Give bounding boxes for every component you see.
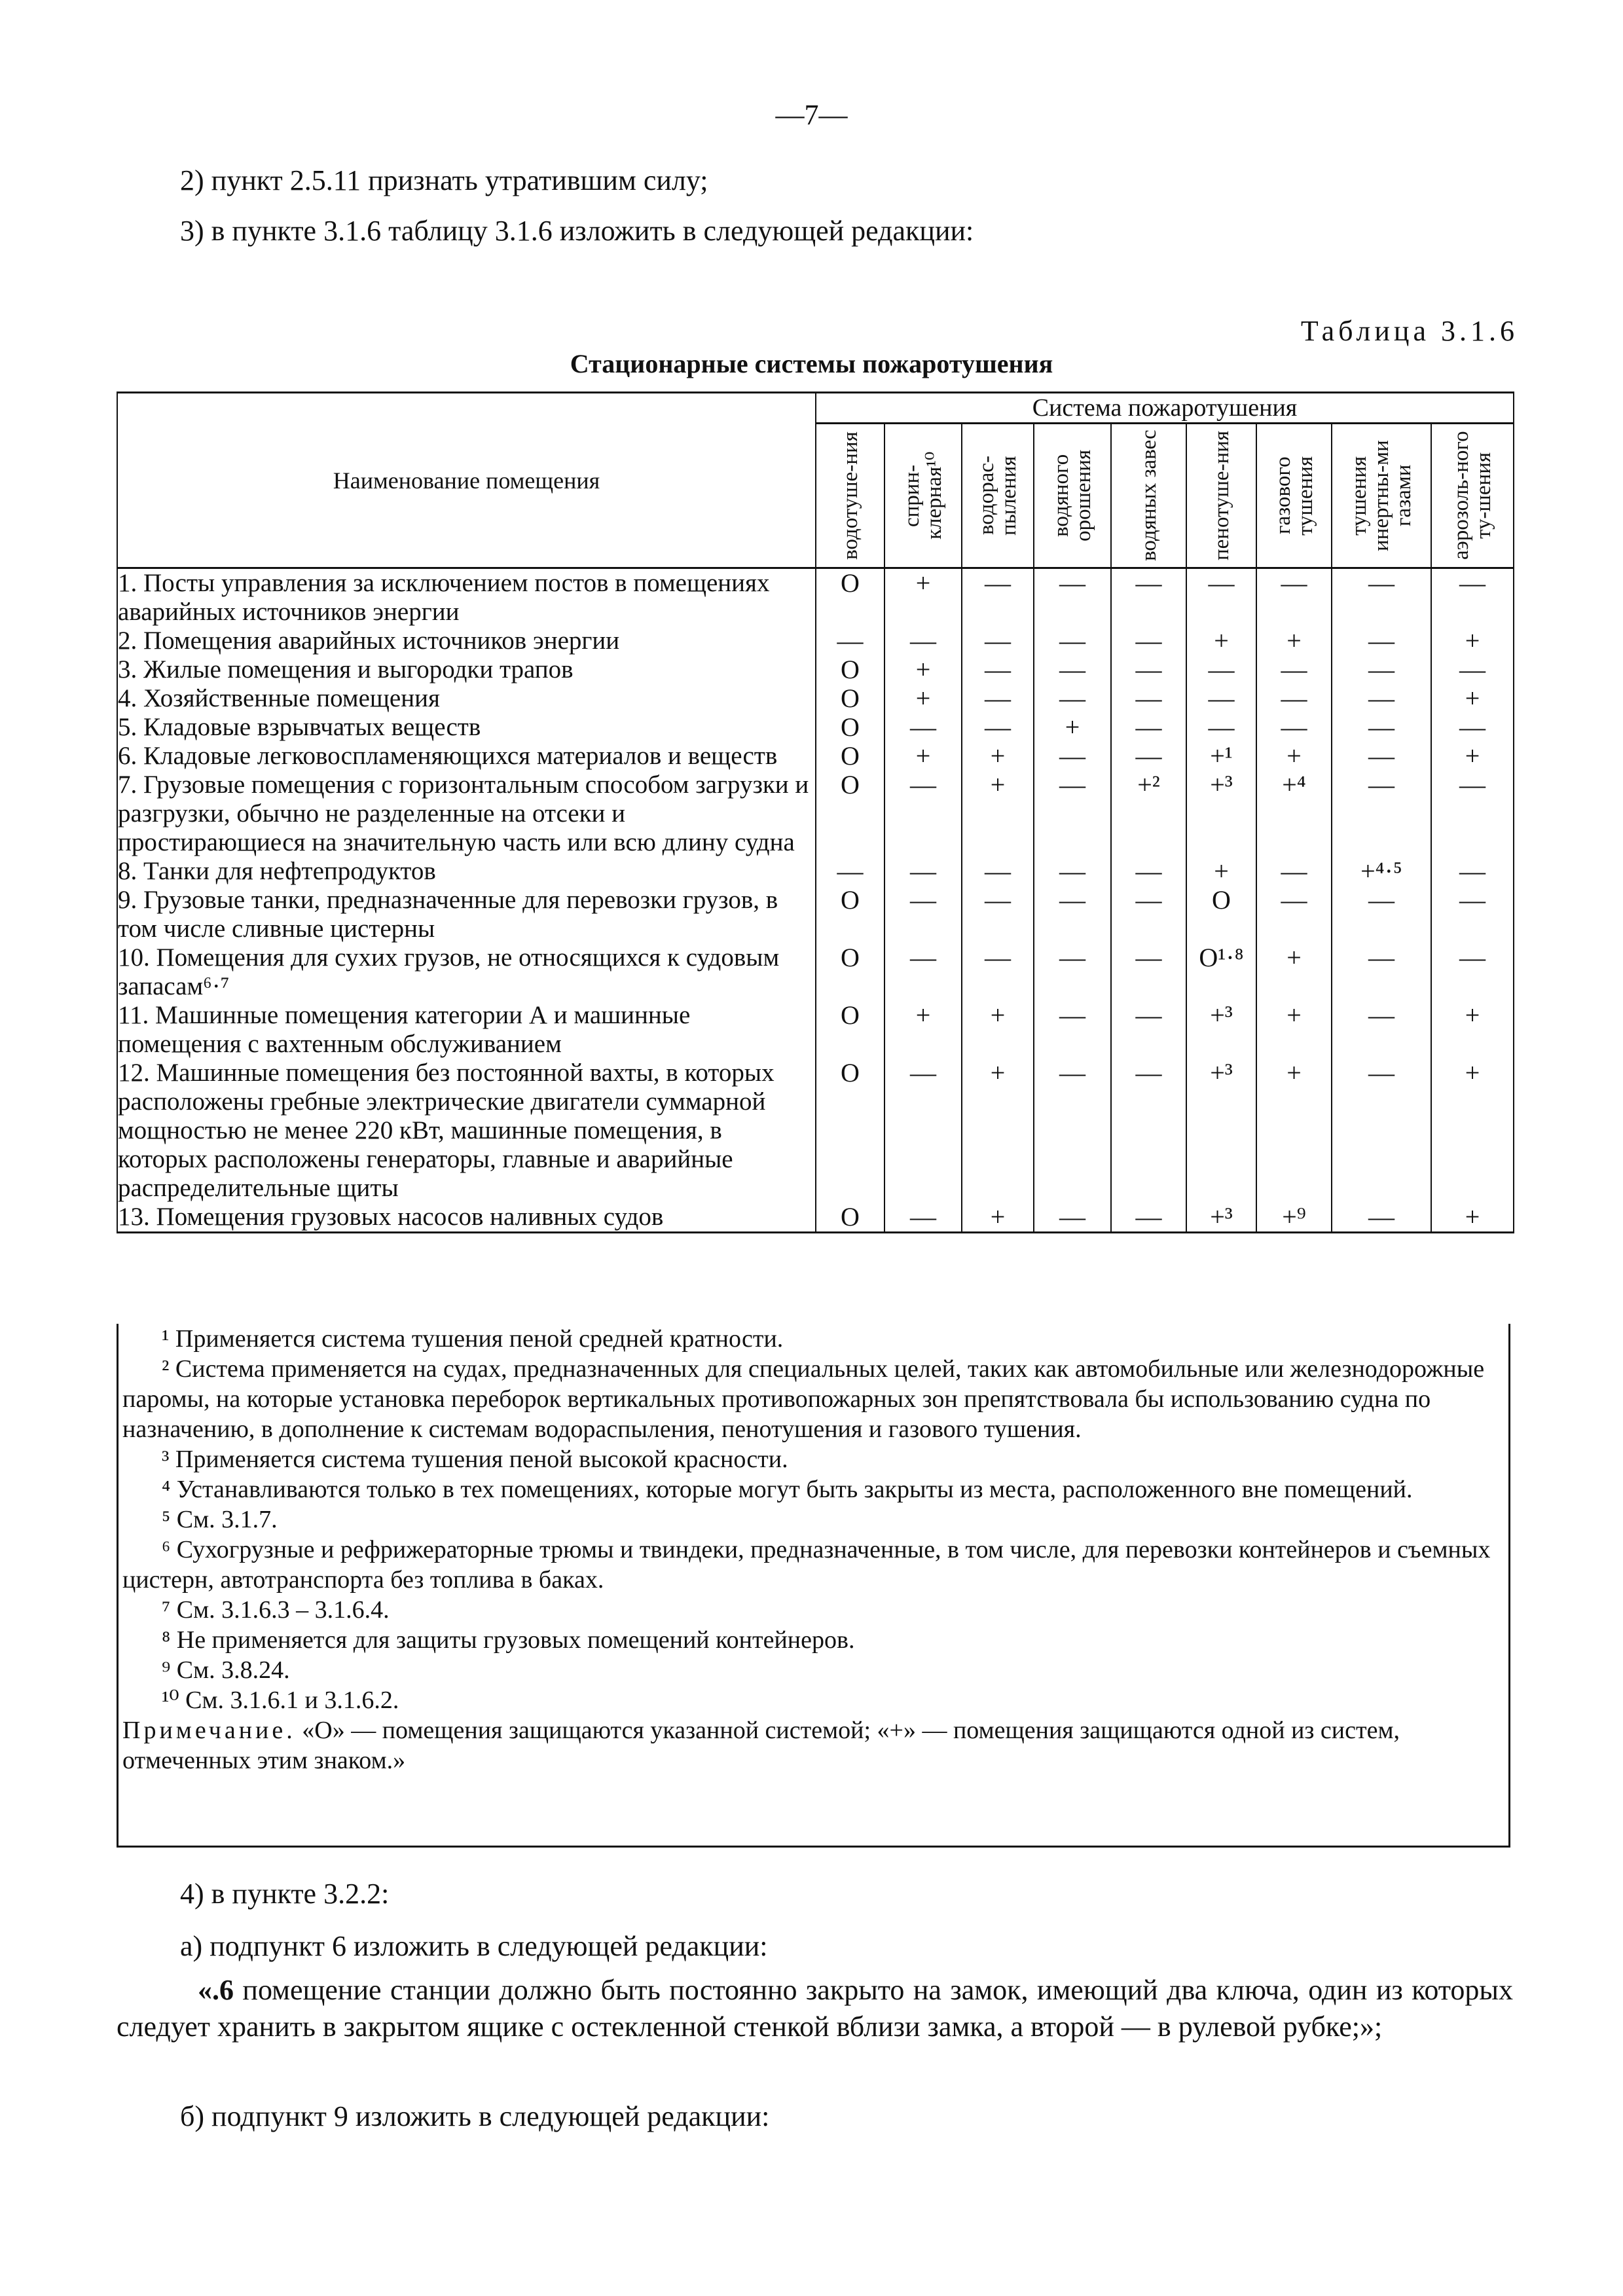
system-value-cell: + bbox=[884, 742, 962, 771]
system-value-cell: — bbox=[962, 655, 1034, 684]
system-value-cell: + bbox=[1186, 627, 1256, 655]
column-header-system bbox=[1332, 424, 1431, 568]
system-value-cell: О bbox=[816, 568, 884, 627]
system-value-cell: + bbox=[1256, 943, 1332, 1001]
system-value-cell: — bbox=[1034, 857, 1111, 886]
system-value-cell: О bbox=[816, 742, 884, 771]
column-header-system bbox=[962, 424, 1034, 568]
table-row bbox=[117, 684, 1514, 713]
system-value-cell: — bbox=[1034, 684, 1111, 713]
system-value-cell: — bbox=[1256, 857, 1332, 886]
system-value-cell: — bbox=[884, 627, 962, 655]
table-row bbox=[117, 857, 1514, 886]
system-value-cell: + bbox=[1431, 684, 1514, 713]
sub-item-b: б) подпункт 9 изложить в следующей редакции: bbox=[180, 2100, 770, 2132]
table-title: Стационарные системы пожаротушения bbox=[570, 349, 1053, 378]
system-value-cell: + bbox=[962, 1059, 1034, 1203]
system-value-cell: — bbox=[1034, 886, 1111, 943]
table-row bbox=[117, 627, 1514, 655]
footnote: ⁶ Сухогрузные и рефрижераторные трюмы и твиндеки, предназначенные, в том числе, для перевозки контейнеров и съемных цистерн, автотранспорта без топлива в баках. bbox=[122, 1536, 1491, 1594]
table-row bbox=[117, 742, 1514, 771]
system-value-cell: — bbox=[962, 684, 1034, 713]
room-name-cell: 12. Машинные помещения без постоянной вахты, в которых расположены гребные электрические двигатели суммарной мощностью не менее 220 кВт, машинные помещения, в которых расположены генераторы, главные и аварийные распределительные щиты bbox=[117, 1059, 816, 1203]
system-value-cell: + bbox=[962, 1001, 1034, 1059]
system-value-cell: — bbox=[884, 1059, 962, 1203]
system-value-cell: +⁴ bbox=[1256, 771, 1332, 857]
system-value-cell: +³ bbox=[1186, 1001, 1256, 1059]
system-value-cell: + bbox=[884, 1001, 962, 1059]
footnote: ¹⁰ См. 3.1.6.1 и 3.1.6.2. bbox=[162, 1686, 399, 1714]
system-value-cell: — bbox=[1111, 1203, 1186, 1233]
system-value-cell: — bbox=[816, 857, 884, 886]
system-value-cell: — bbox=[1186, 713, 1256, 742]
system-value-cell: — bbox=[1332, 1059, 1431, 1203]
table-row bbox=[117, 713, 1514, 742]
system-value-cell: — bbox=[1034, 1059, 1111, 1203]
column-header-system-label: водяного орошения bbox=[1049, 449, 1095, 542]
system-value-cell: +⁹ bbox=[1256, 1203, 1332, 1233]
system-value-cell: О bbox=[816, 1001, 884, 1059]
system-value-cell: — bbox=[1256, 568, 1332, 627]
system-value-cell: — bbox=[1111, 684, 1186, 713]
system-value-cell: +³ bbox=[1186, 771, 1256, 857]
note-text: «О» — помещения защищаются указанной системой; «+» — помещения защищаются одной из систем, отмеченных этим знаком.» bbox=[122, 1717, 1400, 1774]
system-value-cell: +³ bbox=[1186, 1059, 1256, 1203]
system-value-cell: — bbox=[1034, 742, 1111, 771]
system-value-cell: + bbox=[1186, 857, 1256, 886]
system-value-cell: — bbox=[884, 857, 962, 886]
column-header-system-label: сприн-клерная¹⁰ bbox=[900, 451, 946, 540]
intro-item-2: 2) пункт 2.5.11 признать утратившим силу; bbox=[180, 164, 708, 196]
system-value-cell: — bbox=[1431, 713, 1514, 742]
system-value-cell: — bbox=[1186, 568, 1256, 627]
system-value-cell: О bbox=[816, 771, 884, 857]
system-value-cell: О bbox=[816, 713, 884, 742]
table-label: Таблица 3.1.6 bbox=[1300, 315, 1518, 347]
column-header-system bbox=[884, 424, 962, 568]
system-value-cell: + bbox=[1034, 713, 1111, 742]
system-value-cell: — bbox=[884, 1203, 962, 1233]
system-value-cell: — bbox=[816, 627, 884, 655]
system-value-cell: — bbox=[1431, 943, 1514, 1001]
system-value-cell: + bbox=[884, 568, 962, 627]
system-value-cell: — bbox=[884, 886, 962, 943]
column-header-system bbox=[1431, 424, 1514, 568]
system-value-cell: — bbox=[1034, 1203, 1111, 1233]
system-value-cell: — bbox=[1431, 771, 1514, 857]
quote-number: «.6 bbox=[198, 1974, 234, 2006]
system-value-cell: — bbox=[1111, 742, 1186, 771]
system-value-cell: — bbox=[1111, 1001, 1186, 1059]
system-value-cell: — bbox=[1186, 655, 1256, 684]
system-value-cell: + bbox=[1431, 1203, 1514, 1233]
room-name-cell: 8. Танки для нефтепродуктов bbox=[117, 857, 816, 886]
sub-item-a: а) подпункт 6 изложить в следующей редакции: bbox=[180, 1930, 768, 1962]
system-value-cell: О bbox=[816, 1059, 884, 1203]
system-value-cell: О bbox=[816, 655, 884, 684]
room-name-cell: 7. Грузовые помещения с горизонтальным способом загрузки и разгрузки, обычно не разделенные на отсеки и простирающиеся на значительную часть или всю длину судна bbox=[117, 771, 816, 857]
column-header-system bbox=[1034, 424, 1111, 568]
system-value-cell: О bbox=[816, 886, 884, 943]
column-header-system bbox=[1111, 424, 1186, 568]
footnote: ² Система применяется на судах, предназначенных для специальных целей, таких как автомобильные или железнодорожные паромы, на которые установка переборок вертикальных противопожарных зон препятствовала бы использованию судна по назначению, в дополнение к системам водораспыления, пенотушения и газового тушения. bbox=[122, 1355, 1485, 1443]
system-value-cell: + bbox=[1431, 1059, 1514, 1203]
system-value-cell: — bbox=[1332, 568, 1431, 627]
system-value-cell: — bbox=[1111, 568, 1186, 627]
fire-systems-table bbox=[117, 392, 1514, 1233]
system-value-cell: — bbox=[1332, 943, 1431, 1001]
system-value-cell: — bbox=[1332, 886, 1431, 943]
system-value-cell: — bbox=[1332, 1203, 1431, 1233]
room-name-cell: 4. Хозяйственные помещения bbox=[117, 684, 816, 713]
system-value-cell: + bbox=[962, 771, 1034, 857]
column-header-system-label: пенотуше-ния bbox=[1209, 430, 1233, 561]
table-row bbox=[117, 886, 1514, 943]
system-value-cell: О bbox=[1186, 886, 1256, 943]
table-footnotes bbox=[117, 1324, 1510, 1848]
column-header-system-label: тушения инертны-ми газами bbox=[1347, 440, 1415, 551]
room-name-cell: 10. Помещения для сухих грузов, не относящихся к судовым запасам⁶·⁷ bbox=[117, 943, 816, 1001]
system-value-cell: — bbox=[962, 943, 1034, 1001]
column-header-system-label: газового тушения bbox=[1271, 456, 1317, 536]
system-value-cell: — bbox=[1332, 1001, 1431, 1059]
system-value-cell: — bbox=[1431, 568, 1514, 627]
table-row bbox=[117, 568, 1514, 627]
system-value-cell: — bbox=[1186, 684, 1256, 713]
system-value-cell: +³ bbox=[1186, 1203, 1256, 1233]
system-value-cell: — bbox=[1256, 684, 1332, 713]
room-name-cell: 13. Помещения грузовых насосов наливных судов bbox=[117, 1203, 816, 1233]
table-row bbox=[117, 771, 1514, 857]
footnote: ³ Применяется система тушения пеной высокой красности. bbox=[162, 1446, 788, 1473]
system-value-cell: + bbox=[1256, 1001, 1332, 1059]
system-value-cell: + bbox=[884, 684, 962, 713]
system-value-cell: + bbox=[962, 1203, 1034, 1233]
system-value-cell: — bbox=[1034, 568, 1111, 627]
system-value-cell: + bbox=[1256, 627, 1332, 655]
system-value-cell: — bbox=[1332, 742, 1431, 771]
column-header-system bbox=[1256, 424, 1332, 568]
footnote: ⁵ См. 3.1.7. bbox=[162, 1506, 278, 1533]
table-note bbox=[119, 1715, 1508, 1776]
table-row bbox=[117, 1001, 1514, 1059]
room-name-cell: 11. Машинные помещения категории А и машинные помещения с вахтенным обслуживанием bbox=[117, 1001, 816, 1059]
column-group-header: Система пожаротушения bbox=[816, 393, 1514, 424]
system-value-cell: — bbox=[1034, 771, 1111, 857]
column-header-system-label: аэрозоль-ного ту-шения bbox=[1450, 431, 1496, 560]
system-value-cell: — bbox=[1034, 1001, 1111, 1059]
system-value-cell: — bbox=[1431, 857, 1514, 886]
system-value-cell: — bbox=[1111, 655, 1186, 684]
room-name-cell: 2. Помещения аварийных источников энергии bbox=[117, 627, 816, 655]
system-value-cell: О bbox=[816, 1203, 884, 1233]
system-value-cell: — bbox=[1431, 886, 1514, 943]
system-value-cell: — bbox=[1034, 655, 1111, 684]
column-header-system-label: водяных завес bbox=[1137, 429, 1161, 562]
system-value-cell: — bbox=[1332, 684, 1431, 713]
column-header-system-label: водорас-пыления bbox=[975, 456, 1021, 536]
system-value-cell: — bbox=[962, 568, 1034, 627]
system-value-cell: — bbox=[1256, 886, 1332, 943]
system-value-cell: — bbox=[962, 627, 1034, 655]
system-value-cell: — bbox=[884, 771, 962, 857]
table-row bbox=[117, 1059, 1514, 1203]
footnote: ⁹ См. 3.8.24. bbox=[162, 1656, 290, 1684]
system-value-cell: О¹·⁸ bbox=[1186, 943, 1256, 1001]
system-value-cell: + bbox=[1431, 742, 1514, 771]
system-value-cell: — bbox=[1111, 627, 1186, 655]
column-header-system-label: водотуше-ния bbox=[838, 431, 862, 560]
footnote: ⁴ Устанавливаются только в тех помещениях, которые могут быть закрыты из места, расположенного вне помещений. bbox=[162, 1476, 1413, 1503]
after-item-4: 4) в пункте 3.2.2: bbox=[180, 1878, 390, 1910]
system-value-cell: — bbox=[1111, 1059, 1186, 1203]
system-value-cell: О bbox=[816, 943, 884, 1001]
note-label: Примечание. bbox=[122, 1717, 296, 1744]
system-value-cell: — bbox=[1111, 713, 1186, 742]
column-header-name: Наименование помещения bbox=[117, 393, 816, 568]
system-value-cell: — bbox=[962, 857, 1034, 886]
table-row bbox=[117, 943, 1514, 1001]
system-value-cell: — bbox=[1034, 627, 1111, 655]
room-name-cell: 9. Грузовые танки, предназначенные для перевозки грузов, в том числе сливные цистерны bbox=[117, 886, 816, 943]
footnote: ⁸ Не применяется для защиты грузовых помещений контейнеров. bbox=[162, 1626, 855, 1654]
intro-item-3: 3) в пункте 3.1.6 таблицу 3.1.6 изложить в следующей редакции: bbox=[180, 215, 974, 247]
system-value-cell: — bbox=[1431, 655, 1514, 684]
system-value-cell: — bbox=[884, 943, 962, 1001]
system-value-cell: + bbox=[1431, 627, 1514, 655]
system-value-cell: — bbox=[1332, 655, 1431, 684]
footnote: ⁷ См. 3.1.6.3 – 3.1.6.4. bbox=[162, 1596, 390, 1624]
room-name-cell: 1. Посты управления за исключением постов в помещениях аварийных источников энергии bbox=[117, 568, 816, 627]
system-value-cell: — bbox=[1111, 943, 1186, 1001]
system-value-cell: +⁴·⁵ bbox=[1332, 857, 1431, 886]
room-name-cell: 6. Кладовые легковоспламеняющихся материалов и веществ bbox=[117, 742, 816, 771]
system-value-cell: О bbox=[816, 684, 884, 713]
table-row bbox=[117, 655, 1514, 684]
system-value-cell: — bbox=[1111, 857, 1186, 886]
page-number: —7— bbox=[775, 99, 848, 131]
system-value-cell: + bbox=[1256, 1059, 1332, 1203]
quote-paragraph bbox=[117, 1972, 1513, 2045]
system-value-cell: + bbox=[1256, 742, 1332, 771]
column-header-system bbox=[816, 424, 884, 568]
system-value-cell: — bbox=[1256, 655, 1332, 684]
system-value-cell: + bbox=[1431, 1001, 1514, 1059]
table-row bbox=[117, 1203, 1514, 1233]
quote-text: помещение станции должно быть постоянно закрыто на замок, имеющий два ключа, один из которых следует хранить в закрытом ящике с остекленной стенкой вблизи замка, а второй — в рулевой рубке;»; bbox=[117, 1974, 1513, 2043]
system-value-cell: +¹ bbox=[1186, 742, 1256, 771]
system-value-cell: — bbox=[884, 713, 962, 742]
system-value-cell: + bbox=[884, 655, 962, 684]
system-value-cell: — bbox=[962, 713, 1034, 742]
column-header-system bbox=[1186, 424, 1256, 568]
system-value-cell: — bbox=[1034, 943, 1111, 1001]
system-value-cell: — bbox=[1256, 713, 1332, 742]
room-name-cell: 5. Кладовые взрывчатых веществ bbox=[117, 713, 816, 742]
system-value-cell: — bbox=[962, 886, 1034, 943]
system-value-cell: — bbox=[1111, 886, 1186, 943]
system-value-cell: — bbox=[1332, 627, 1431, 655]
system-value-cell: — bbox=[1332, 771, 1431, 857]
system-value-cell: + bbox=[962, 742, 1034, 771]
footnote: ¹ Применяется система тушения пеной средней кратности. bbox=[162, 1325, 784, 1353]
system-value-cell: +² bbox=[1111, 771, 1186, 857]
room-name-cell: 3. Жилые помещения и выгородки трапов bbox=[117, 655, 816, 684]
system-value-cell: — bbox=[1332, 713, 1431, 742]
